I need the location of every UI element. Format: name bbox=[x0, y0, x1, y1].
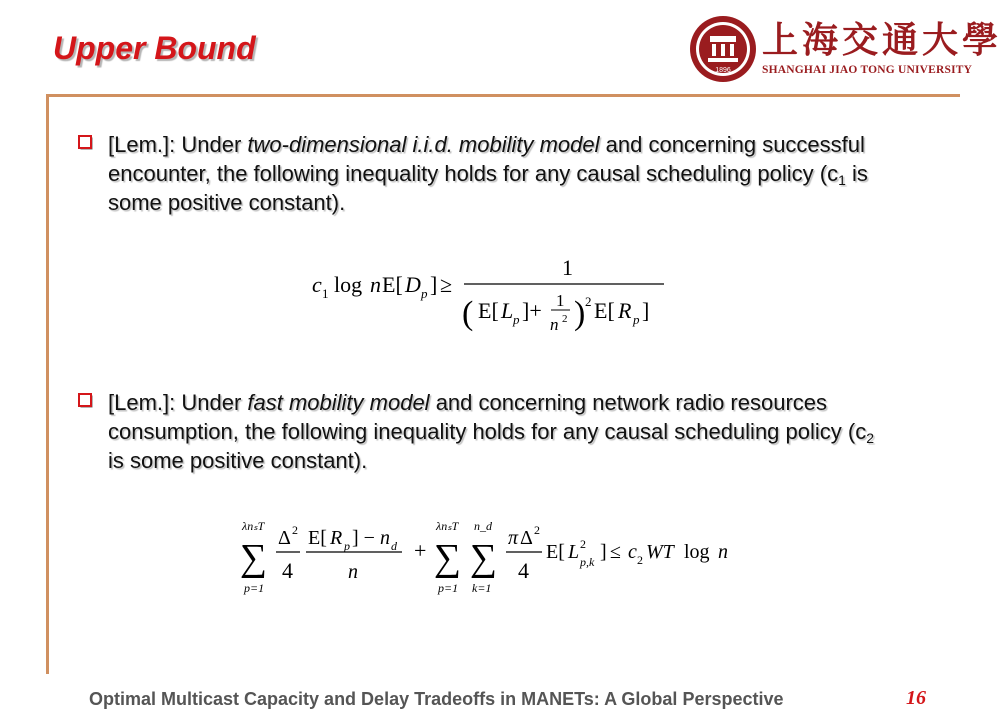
svg-text:2: 2 bbox=[534, 523, 540, 537]
lemma-bullet-1 bbox=[78, 130, 878, 217]
svg-text:E[: E[ bbox=[594, 298, 615, 323]
svg-text:d: d bbox=[391, 539, 397, 553]
svg-text:]: ] bbox=[430, 272, 438, 297]
svg-text:c: c bbox=[628, 541, 637, 563]
lemma-prefix: [Lem.]: Under bbox=[108, 390, 248, 415]
sum-3-lower: k=1 bbox=[472, 581, 492, 595]
svg-text:2: 2 bbox=[562, 313, 568, 325]
svg-text:L: L bbox=[568, 541, 580, 563]
sum-3-upper: n_d bbox=[474, 519, 492, 533]
university-logo bbox=[688, 10, 1002, 90]
svg-text:n: n bbox=[380, 527, 390, 549]
svg-text:n: n bbox=[718, 541, 728, 563]
svg-text:1: 1 bbox=[322, 286, 329, 301]
svg-text:): ) bbox=[574, 295, 586, 332]
svg-text:∑: ∑ bbox=[240, 537, 268, 579]
lemma-prefix: [Lem.]: Under bbox=[108, 132, 248, 157]
svg-text:n: n bbox=[348, 561, 358, 583]
svg-text:n: n bbox=[370, 272, 381, 297]
lemma-text: and concerning successful encounter, the following inequality holds for any causal scheduling policy (c bbox=[108, 132, 865, 186]
university-seal-icon bbox=[688, 14, 758, 84]
slide-title: Upper Bound bbox=[53, 30, 256, 66]
svg-text:4: 4 bbox=[282, 558, 293, 583]
constant-subscript: 2 bbox=[866, 430, 875, 446]
svg-text:2: 2 bbox=[585, 294, 592, 309]
svg-text:Δ: Δ bbox=[278, 527, 291, 549]
svg-text:2: 2 bbox=[637, 553, 643, 567]
svg-text:π: π bbox=[508, 527, 519, 549]
svg-text:E[: E[ bbox=[478, 298, 499, 323]
university-name-chinese: 上海交通大學 bbox=[762, 19, 1002, 61]
svg-text:p: p bbox=[421, 286, 428, 301]
svg-text:∑: ∑ bbox=[470, 537, 498, 579]
svg-text:∑: ∑ bbox=[434, 537, 462, 579]
lemma-model: two-dimensional i.i.d. mobility model bbox=[247, 132, 600, 157]
svg-text:]: ] bbox=[600, 541, 607, 563]
svg-text:p: p bbox=[513, 312, 520, 327]
constant-subscript: 1 bbox=[838, 172, 846, 188]
formula-inequality-2 bbox=[236, 514, 776, 604]
university-name-english: SHANGHAI JIAO TONG UNIVERSITY bbox=[762, 64, 973, 76]
seal-year: 1896 bbox=[715, 67, 731, 74]
lemma-suffix: is some positive constant). bbox=[108, 448, 368, 473]
checkbox-bullet-icon bbox=[78, 393, 94, 409]
svg-text:D: D bbox=[405, 272, 421, 297]
svg-text:E[: E[ bbox=[308, 527, 327, 549]
lemma-text: and concerning network radio resources consumption, the following inequality holds for any causal scheduling policy (c bbox=[108, 390, 867, 444]
svg-text:]+: ]+ bbox=[522, 298, 542, 323]
svg-text:] −: ] − bbox=[352, 527, 375, 549]
svg-text:≤: ≤ bbox=[610, 541, 621, 563]
svg-text:2: 2 bbox=[292, 523, 298, 537]
sum-2-lower: p=1 bbox=[438, 581, 459, 595]
sum-1-lower: p=1 bbox=[244, 581, 265, 595]
svg-text:R: R bbox=[330, 527, 343, 549]
svg-text:≥: ≥ bbox=[440, 272, 453, 297]
sum-2-upper: λnₛT bbox=[436, 519, 459, 533]
svg-text:+: + bbox=[414, 538, 427, 563]
svg-text:2: 2 bbox=[580, 537, 586, 551]
svg-text:p,k: p,k bbox=[580, 555, 595, 569]
svg-text:E[: E[ bbox=[546, 541, 565, 563]
svg-text:p: p bbox=[344, 539, 350, 553]
formula-1-numerator: 1 bbox=[562, 255, 573, 280]
svg-text:log: log bbox=[334, 272, 363, 297]
sum-1-upper: λnₛT bbox=[242, 519, 265, 533]
footer-presentation-title: Optimal Multicast Capacity and Delay Tradeoffs in MANETs: A Global Perspective bbox=[89, 689, 784, 709]
svg-text:(: ( bbox=[462, 295, 474, 332]
svg-text:E[: E[ bbox=[382, 272, 403, 297]
svg-text:Δ: Δ bbox=[520, 527, 533, 549]
svg-text:c: c bbox=[312, 272, 322, 297]
lemma-suffix: is some positive constant). bbox=[108, 161, 868, 215]
left-rule bbox=[46, 94, 49, 674]
svg-text:L: L bbox=[501, 298, 514, 323]
formula-inequality-1 bbox=[312, 248, 672, 344]
svg-text:R: R bbox=[618, 298, 632, 323]
lemma-model: fast mobility model bbox=[247, 390, 430, 415]
svg-text:4: 4 bbox=[518, 558, 529, 583]
header-rule bbox=[46, 94, 960, 97]
svg-text:1: 1 bbox=[556, 291, 565, 310]
svg-text:]: ] bbox=[642, 298, 650, 323]
lemma-bullet-2 bbox=[78, 388, 878, 475]
page-number: 16 bbox=[906, 687, 926, 709]
svg-text:n: n bbox=[550, 315, 559, 334]
svg-text:p: p bbox=[633, 312, 640, 327]
svg-text:WT: WT bbox=[646, 541, 674, 563]
checkbox-bullet-icon bbox=[78, 135, 94, 151]
svg-text:log: log bbox=[684, 541, 710, 563]
